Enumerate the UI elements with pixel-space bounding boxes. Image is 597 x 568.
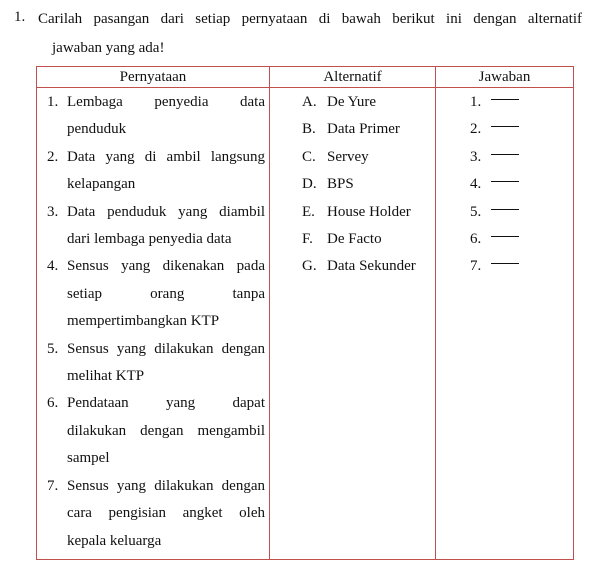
answer-item[interactable] [470,116,560,143]
answer-blank[interactable] [491,181,519,182]
statement-item [47,89,265,144]
question-text-line1: Carilah pasangan dari setiap pernyataan di bawah berikut ini dengan alternatif [38,11,582,27]
question-text-line2: jawaban yang ada! [52,40,165,56]
answer-blank[interactable] [491,126,519,127]
statement-item [47,336,265,391]
statement-number: 7. [47,477,59,494]
alternative-letter: C. [302,148,316,165]
question-number: 1. [14,9,26,25]
statement-line: melihat KTP [67,368,145,385]
answer-item[interactable] [470,199,560,226]
answer-item[interactable] [470,171,560,198]
statement-number: 6. [47,395,59,412]
alternative-letter: D. [302,176,317,193]
alternative-letter: B. [302,121,316,138]
statement-line: kelapangan [67,176,136,193]
answer-number: 7. [470,258,482,275]
answer-item[interactable] [470,89,560,116]
statement-line: Sensus yang dikenakan pada [67,258,265,275]
statement-line: Data penduduk yang diambil [67,203,265,220]
alternative-item [302,253,462,280]
statement-line: Lembaga penyedia data [67,94,265,110]
statement-item [47,253,265,335]
header-answer: Jawaban [478,69,531,85]
statement-number: 3. [47,203,59,220]
answer-list [470,89,560,281]
column-divider [269,67,270,559]
statement-item [47,473,265,555]
answer-blank[interactable] [491,99,519,100]
alternative-list [302,89,462,281]
alternative-item [302,116,462,143]
answer-item[interactable] [470,144,560,171]
alternative-text: House Holder [327,203,411,220]
alternative-letter: E. [302,203,315,220]
alternative-letter: A. [302,94,317,110]
statement-line: Sensus yang dilakukan dengan [67,340,265,357]
statement-item [47,144,265,199]
statement-number: 2. [47,148,59,165]
statement-line: Data yang di ambil langsung [67,148,265,165]
alternative-text: De Yure [327,94,377,110]
answer-item[interactable] [470,253,560,280]
statement-item [47,390,265,472]
answer-blank[interactable] [491,236,519,237]
header-divider [37,87,573,88]
statement-line: mempertimbangkan KTP [67,313,220,330]
statement-line: Pendataan yang dapat [67,395,265,412]
answer-number: 1. [470,94,482,110]
statement-line: dari lembaga penyedia data [67,231,232,248]
answer-blank[interactable] [491,209,519,210]
answer-item[interactable] [470,226,560,253]
alternative-item [302,144,462,171]
alternative-text: Data Primer [327,121,400,138]
statement-line: penduduk [67,121,127,138]
statement-line: kepala keluarga [67,532,162,549]
statement-number: 4. [47,258,59,275]
answer-number: 4. [470,176,482,193]
alternative-item [302,199,462,226]
statement-number: 1. [47,94,59,110]
statement-line: dilakukan dengan mengambil [67,422,265,439]
alternative-item [302,226,462,253]
alternative-text: Servey [327,148,369,165]
header-statement: Pernyataan [119,69,187,85]
statement-line: Sensus yang dilakukan dengan [67,477,265,494]
statement-line: cara pengisian angket oleh [67,505,265,522]
alternative-item [302,89,462,116]
statement-list [47,89,265,555]
alternative-letter: G. [302,258,317,275]
answer-blank[interactable] [491,154,519,155]
header-alternative: Alternatif [323,69,382,85]
answer-number: 3. [470,148,482,165]
alternative-item [302,171,462,198]
statement-line: sampel [67,450,110,467]
answer-number: 6. [470,231,482,248]
statement-item [47,199,265,254]
alternative-text: De Facto [327,231,382,248]
alternative-text: Data Sekunder [327,258,416,275]
answer-number: 2. [470,121,482,138]
alternative-text: BPS [327,176,354,193]
matching-table [36,66,574,560]
answer-blank[interactable] [491,263,519,264]
statement-number: 5. [47,340,59,357]
statement-line: setiap orang tanpa [67,285,265,302]
answer-number: 5. [470,203,482,220]
alternative-letter: F. [302,231,313,248]
